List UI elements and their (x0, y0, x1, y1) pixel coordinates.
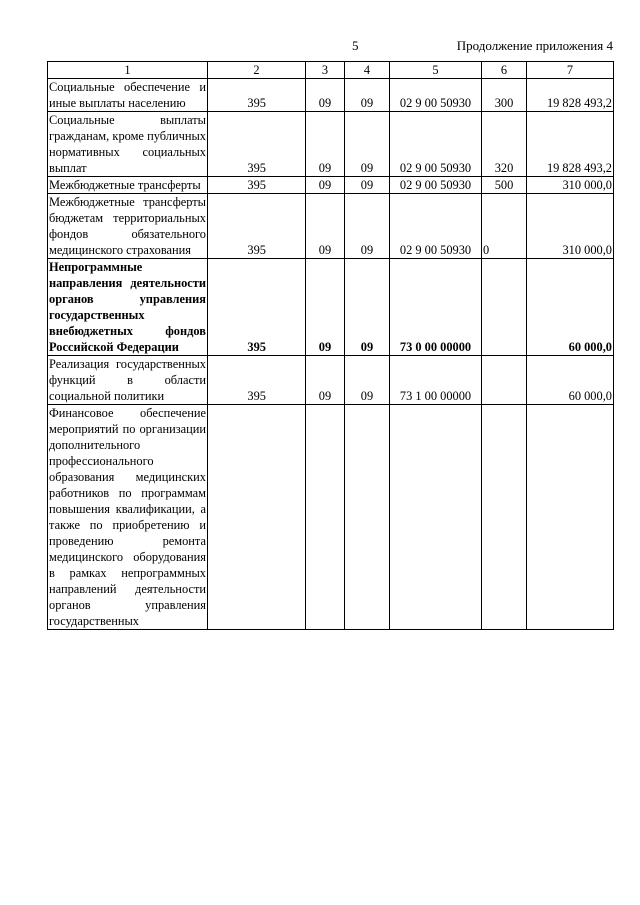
cell-amount: 60 000,0 (527, 356, 614, 405)
cell-subsection: 09 (345, 177, 390, 194)
table-row (48, 194, 614, 259)
row-name: Социальные выплаты гражданам, кроме публичных нормативных социальных выплат (49, 113, 206, 175)
cell-expense-type (482, 356, 527, 405)
cell-amount: 310 000,0 (527, 177, 614, 194)
cell-amount: 310 000,0 (527, 194, 614, 259)
cell-expense-type: 0 (482, 194, 527, 259)
page-number: 5 (352, 38, 359, 53)
cell-amount: 19 828 493,2 (527, 112, 614, 177)
cell-section: 09 (306, 112, 345, 177)
column-header: 5 (390, 62, 482, 79)
column-header: 1 (48, 62, 208, 79)
cell-expense-type: 500 (482, 177, 527, 194)
cell-target-item: 02 9 00 50930 (390, 177, 482, 194)
cell-admin-code: 395 (208, 259, 306, 356)
column-header: 3 (306, 62, 345, 79)
cell-target-item: 02 9 00 50930 (390, 112, 482, 177)
column-header: 6 (482, 62, 527, 79)
row-name: Непрограммные направления деятельности органов управления государственных внебюджетных фондов Российской Федерации (49, 260, 206, 354)
table-row (48, 356, 614, 405)
cell-subsection: 09 (345, 112, 390, 177)
cell-admin-code: 395 (208, 356, 306, 405)
budget-table (47, 61, 614, 630)
row-name: Финансовое обеспечение мероприятий по организации дополнительного профессионального образования медицинских работников по программам повышения квалификации, а также по приобретению и проведению ремонта медицинского оборудования в рамках непрограммных направлений деятельности органов управления государственных (49, 406, 206, 628)
cell-target-item (390, 405, 482, 630)
cell-subsection: 09 (345, 79, 390, 112)
row-name: Социальные обеспечение и иные выплаты населению (49, 80, 206, 110)
cell-target-item: 73 0 00 00000 (390, 259, 482, 356)
cell-admin-code: 395 (208, 194, 306, 259)
cell-target-item: 73 1 00 00000 (390, 356, 482, 405)
cell-section (306, 405, 345, 630)
cell-expense-type: 320 (482, 112, 527, 177)
cell-subsection: 09 (345, 259, 390, 356)
cell-expense-type (482, 405, 527, 630)
cell-subsection: 09 (345, 194, 390, 259)
cell-admin-code: 395 (208, 112, 306, 177)
table-row (48, 112, 614, 177)
row-name: Межбюджетные трансферты (48, 177, 208, 194)
table-row (48, 79, 614, 112)
cell-amount: 19 828 493,2 (527, 79, 614, 112)
cell-subsection (345, 405, 390, 630)
column-header: 4 (345, 62, 390, 79)
cell-admin-code: 395 (208, 79, 306, 112)
cell-admin-code: 395 (208, 177, 306, 194)
appendix-continuation-label: Продолжение приложения 4 (456, 38, 613, 53)
cell-admin-code (208, 405, 306, 630)
cell-subsection: 09 (345, 356, 390, 405)
table-row (48, 177, 614, 194)
table-header-row (48, 62, 614, 79)
cell-amount: 60 000,0 (527, 259, 614, 356)
cell-expense-type (482, 259, 527, 356)
row-name: Реализация государственных функций в области социальной политики (49, 357, 206, 403)
cell-section: 09 (306, 79, 345, 112)
cell-target-item: 02 9 00 50930 (390, 79, 482, 112)
cell-target-item: 02 9 00 50930 (390, 194, 482, 259)
cell-section: 09 (306, 177, 345, 194)
table-row (48, 405, 614, 630)
column-header: 7 (527, 62, 614, 79)
column-header: 2 (208, 62, 306, 79)
cell-section: 09 (306, 194, 345, 259)
cell-section: 09 (306, 259, 345, 356)
cell-expense-type: 300 (482, 79, 527, 112)
table-row (48, 259, 614, 356)
cell-amount (527, 405, 614, 630)
row-name: Межбюджетные трансферты бюджетам территориальных фондов обязательного медицинского страхования (49, 195, 206, 257)
cell-section: 09 (306, 356, 345, 405)
